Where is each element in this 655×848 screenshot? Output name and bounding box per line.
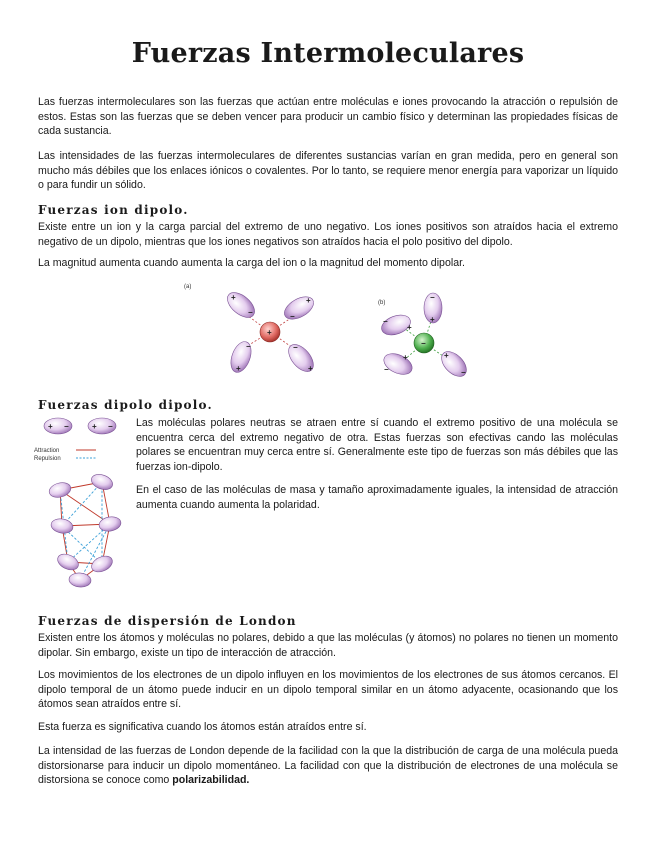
ion-dipole-figure [178,278,478,378]
intro-paragraph-2: Las intensidades de las fuerzas intermoleculares de diferentes sustancias varían en gran medida, pero en general son mucho más débiles que los enlaces iónicos o covalentes. Por lo tanto, se requiere menor energía para vaporizar un líquido o para fundir un sólido. [38,150,618,192]
svg-text:−: − [430,293,435,302]
figure-label-b: (b) [378,300,386,306]
dipole-molecule [227,339,255,375]
page-title: Fuerzas Intermoleculares [131,38,525,69]
svg-text:−: − [64,422,69,431]
dipole-molecule [48,480,73,499]
svg-text:−: − [248,308,253,317]
legend-attraction: Attraction [34,448,60,454]
ion-dipolo-paragraph-2: La magnitud aumenta cuando aumenta la carga del ion o la magnitud del momento dipolar. [38,257,465,269]
svg-text:+: + [306,296,311,305]
london-paragraph-3: Esta fuerza es significativa cuando los átomos están atraídos entre sí. [38,721,367,733]
dipole-molecule [89,472,114,493]
dipole-molecule [381,350,416,379]
ion-dipolo-paragraph-1: Existe entre un ion y la carga parcial del extremo de uno negativo. Los iones positivos son atraídos hacia el extremo negativo de un dipolo, mientras que los iones negativos son atraídos hacia el polo positivo del dipolo. [38,221,618,248]
svg-text:−: − [293,343,298,352]
svg-text:+: + [236,364,241,373]
dipole-molecule [284,340,318,376]
svg-text:−: − [108,422,113,431]
heading-ion-dipolo: Fuerzas ion dipolo. [38,203,189,217]
london-paragraph-4 [38,744,618,788]
positive-ion-sign: + [267,328,272,337]
svg-text:+: + [444,351,449,360]
polarizabilidad-term: polarizabilidad. [172,774,250,787]
negative-ion-sign: − [421,339,426,348]
svg-text:−: − [383,317,388,326]
dipole-dipole-figure [32,414,132,592]
svg-text:+: + [430,315,435,324]
dipole-molecule [437,347,471,381]
svg-text:+: + [403,353,408,362]
svg-text:−: − [384,365,389,374]
dipolo-dipolo-paragraph-1: Las moléculas polares neutras se atraen entre sí cuando el extremo positivo de una molécula se encuentra cerca del extremo negativo de otra. Estas fuerzas son efectivas cando las moléculas polares se encuentran muy cerca entre sí. Generalmente este tipo de fuerzas son más débiles que las fuerzas ion-dipolo. [136,417,618,473]
heading-london: Fuerzas de dispersión de London [38,614,297,628]
svg-text:+: + [48,422,53,431]
legend-repulsion: Repulsion [34,456,61,462]
svg-text:+: + [92,422,97,431]
svg-text:+: + [407,323,412,332]
dipole-molecule [223,288,259,322]
dipole-molecule [281,292,318,324]
london-paragraph-4-text: La intensidad de las fuerzas de London depende de la facilidad con la que la distribución de carga de una molécula pueda distorsionarse para inducir un dipolo momentáneo. La facilidad con que la distribución de electrones de una molécula se distorsiona se conoce como [38,745,618,787]
svg-text:−: − [246,342,251,351]
dipole-molecule [50,517,74,535]
svg-text:−: − [461,368,466,377]
svg-text:−: − [290,312,295,321]
figure-label-a: (a) [184,284,192,290]
london-paragraph-2: Los movimientos de los electrones de un dipolo influyen en los movimientos de los electrones de sus átomos cercanos. El dipolo temporal de un átomo puede inducir en un dipolo temporal similar en un átomo adyacente, ocasionando que los átomos sean atraídos entre sí. [38,669,618,711]
intro-paragraph-1: Las fuerzas intermoleculares son las fuerzas que actúan entre moléculas e iones provocando la atracción o repulsión de estos. Estas son las fuerzas que se deben vencer para producir un cambio físico y determinan las propiedades físicas de cada sustancia. [38,96,618,138]
dipolo-dipolo-paragraph-2: En el caso de las moléculas de masa y tamaño aproximadamente iguales, la intensidad de atracción aumenta cuando aumenta la polaridad. [136,484,618,511]
heading-dipolo-dipolo: Fuerzas dipolo dipolo. [38,398,213,412]
london-paragraph-1: Existen entre los átomos y moléculas no polares, debido a que las moléculas (y átomos) no polares no tienen un momento dipolar. Sin embargo, existe un tipo de interacción de atracción. [38,632,618,659]
svg-text:+: + [231,293,236,302]
svg-text:+: + [308,364,313,373]
